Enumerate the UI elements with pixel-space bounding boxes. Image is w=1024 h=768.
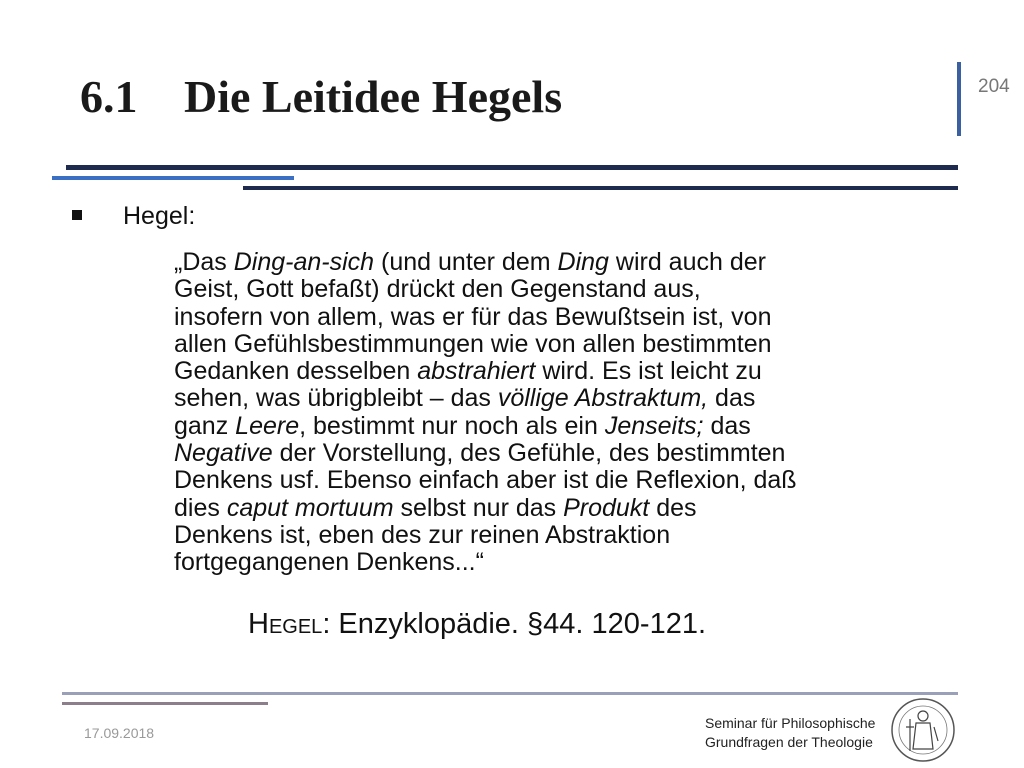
title-text: Die Leitidee Hegels (184, 71, 563, 122)
quote-text: das (708, 384, 756, 413)
quote-line (174, 467, 954, 494)
quote-text: ganz (174, 411, 236, 440)
quote-line (174, 331, 954, 358)
quote-line (174, 249, 954, 276)
quote-line (174, 304, 954, 331)
quote-text: Gedanken desselben (174, 357, 418, 386)
quote-text: wird auch der (608, 248, 766, 276)
footer-org-line2: Grundfragen der Theologie (705, 734, 873, 750)
quote-text: Geist, Gott befaßt) drückt den Gegenstand aus, (174, 275, 701, 304)
quote-text: insofern von allem, was er für das Bewußtsein ist, von (174, 302, 772, 331)
quote-italic-text: caput mortuum (226, 493, 394, 522)
bullet-label: Hegel: (123, 202, 196, 230)
hegel-quote (174, 249, 954, 577)
quote-italic-text: Jenseits; (604, 411, 704, 440)
quote-italic-text: abstrahiert (417, 357, 536, 386)
quote-text: des (649, 493, 697, 522)
quote-text: das (703, 411, 751, 440)
quote-line (174, 522, 954, 549)
footer-line (62, 692, 958, 695)
page-number: 204 (978, 76, 1010, 97)
quote-line (174, 549, 954, 576)
quote-text: „Das (174, 248, 234, 276)
quote-text: dies (174, 493, 227, 522)
quote-text: (und unter dem (374, 248, 558, 276)
quote-text: Denkens usf. Ebenso einfach aber ist die Reflexion, daß (174, 466, 797, 495)
quote-line (174, 276, 954, 303)
quote-text: wird. Es ist leicht zu (535, 357, 762, 386)
header-line-dark-2 (243, 186, 958, 190)
source-author: Hegel (248, 608, 323, 640)
footer-date: 17.09.2018 (84, 725, 155, 741)
quote-line (174, 495, 954, 522)
quote-italic-text: Ding-an-sich (233, 248, 375, 276)
title-number: 6.1 (80, 71, 138, 122)
quote-italic-text: Negative (174, 439, 273, 468)
quote-italic-text: völlige Abstraktum, (497, 384, 709, 413)
quote-text: selbst nur das (393, 493, 564, 522)
slide-title (80, 70, 562, 123)
quote-text: fortgegangenen Denkens...“ (174, 548, 484, 577)
university-seal-icon (890, 697, 956, 763)
header-line-dark (66, 165, 958, 170)
header-line-blue (52, 176, 294, 180)
footer-org-line1: Seminar für Philosophische (705, 715, 876, 731)
quote-text: Denkens ist, eben des zur reinen Abstraktion (174, 520, 671, 549)
quote-text: sehen, was übrigbleibt – das (174, 384, 498, 413)
bullet-square-icon (72, 210, 82, 220)
footer-organization (705, 714, 875, 752)
quote-text: allen Gefühlsbestimmungen wie von allen bestimmten (174, 329, 772, 358)
quote-line (174, 385, 954, 412)
source-reference: : Enzyklopädie. §44. 120-121. (322, 608, 707, 640)
footer-line-short (62, 702, 268, 705)
quote-italic-text: Leere (235, 411, 300, 440)
quote-text: , bestimmt nur noch als ein (299, 411, 605, 440)
quote-italic-text: Ding (557, 248, 609, 276)
quote-line (174, 440, 954, 467)
quote-italic-text: Produkt (563, 493, 650, 522)
quote-line (174, 413, 954, 440)
quote-line (174, 358, 954, 385)
title-divider (957, 62, 961, 136)
quote-source (248, 608, 706, 641)
quote-text: der Vorstellung, des Gefühle, des bestimmten (272, 439, 786, 468)
